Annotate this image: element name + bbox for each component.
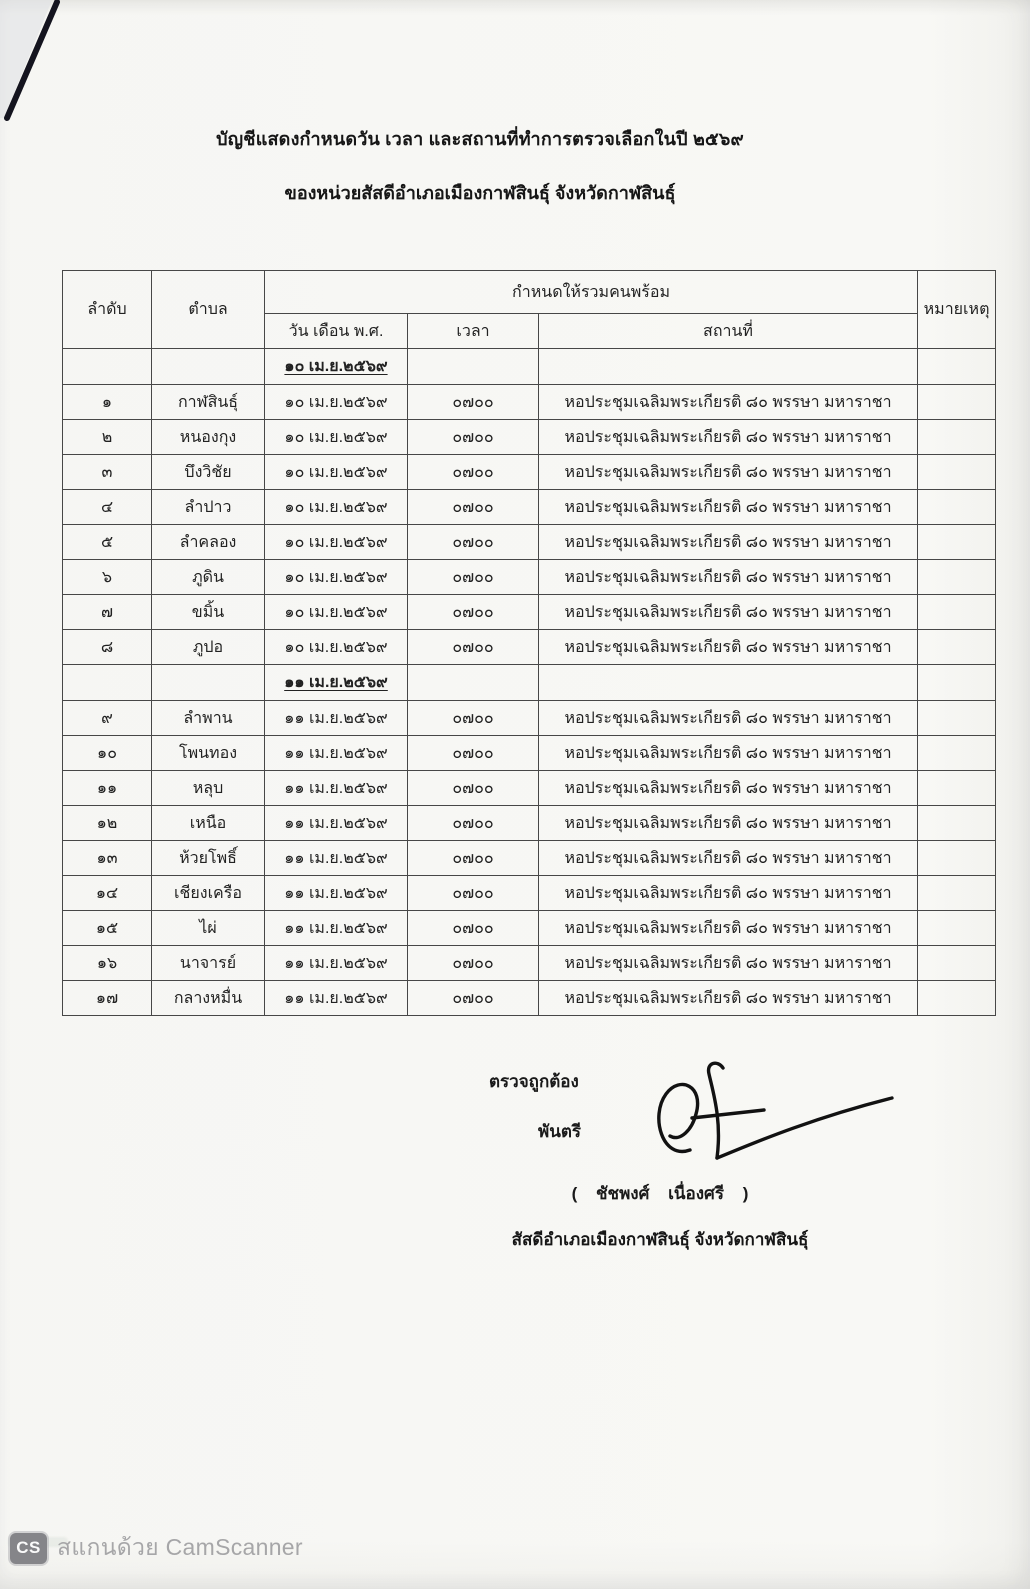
time-cell: ๐๗๐๐ <box>408 385 539 420</box>
subdistrict-cell: ภูดิน <box>152 560 265 595</box>
order-cell: ๒ <box>63 420 152 455</box>
remark-cell <box>918 385 996 420</box>
col-header-remarks: หมายเหตุ <box>918 271 996 349</box>
remark-cell <box>918 911 996 946</box>
time-cell: ๐๗๐๐ <box>408 560 539 595</box>
empty-cell <box>918 349 996 385</box>
empty-cell <box>408 349 539 385</box>
camscanner-watermark <box>10 1530 303 1566</box>
date-cell: ๑๐ เม.ย.๒๕๖๙ <box>265 385 408 420</box>
table-row <box>63 630 996 665</box>
empty-cell <box>539 665 918 701</box>
remark-cell <box>918 420 996 455</box>
camscanner-watermark-text: สแกนด้วย CamScanner <box>57 1534 303 1560</box>
place-cell: หอประชุมเฉลิมพระเกียรติ ๘๐ พรรษา มหาราชา <box>539 736 918 771</box>
table-header-row-1 <box>63 271 996 314</box>
place-cell: หอประชุมเฉลิมพระเกียรติ ๘๐ พรรษา มหาราชา <box>539 876 918 911</box>
empty-cell <box>408 665 539 701</box>
table-row <box>63 806 996 841</box>
subdistrict-cell: โพนทอง <box>152 736 265 771</box>
table-row <box>63 595 996 630</box>
empty-cell <box>63 349 152 385</box>
col-header-assembly: กำหนดให้รวมคนพร้อม <box>265 271 918 314</box>
verified-correct-label: ตรวจถูกต้อง <box>489 1072 579 1091</box>
table-row <box>63 560 996 595</box>
table-row <box>63 876 996 911</box>
place-cell: หอประชุมเฉลิมพระเกียรติ ๘๐ พรรษา มหาราชา <box>539 981 918 1016</box>
schedule-table-body <box>63 349 996 1016</box>
order-cell: ๑๔ <box>63 876 152 911</box>
time-cell: ๐๗๐๐ <box>408 946 539 981</box>
time-cell: ๐๗๐๐ <box>408 490 539 525</box>
group-date-cell: ๑๐ เม.ย.๒๕๖๙ <box>265 349 408 385</box>
place-cell: หอประชุมเฉลิมพระเกียรติ ๘๐ พรรษา มหาราชา <box>539 595 918 630</box>
place-cell: หอประชุมเฉลิมพระเกียรติ ๘๐ พรรษา มหาราชา <box>539 911 918 946</box>
place-cell: หอประชุมเฉลิมพระเกียรติ ๘๐ พรรษา มหาราชา <box>539 701 918 736</box>
table-row <box>63 981 996 1016</box>
date-cell: ๑๐ เม.ย.๒๕๖๙ <box>265 455 408 490</box>
date-cell: ๑๑ เม.ย.๒๕๖๙ <box>265 771 408 806</box>
remark-cell <box>918 455 996 490</box>
time-cell: ๐๗๐๐ <box>408 630 539 665</box>
empty-cell <box>63 665 152 701</box>
date-cell: ๑๐ เม.ย.๒๕๖๙ <box>265 420 408 455</box>
subdistrict-cell: เชียงเครือ <box>152 876 265 911</box>
signer-name: ( ชัชพงศ์ เนื่องศรี ) <box>571 1184 749 1203</box>
date-cell: ๑๑ เม.ย.๒๕๖๙ <box>265 911 408 946</box>
table-row <box>63 455 996 490</box>
remark-cell <box>918 701 996 736</box>
document-subtitle: ของหน่วยสัสดีอำเภอเมืองกาฬสินธุ์ จังหวัดกาฬสินธุ์ <box>284 183 676 203</box>
schedule-table <box>62 270 996 1016</box>
signer-rank-label: พันตรี <box>538 1122 581 1141</box>
empty-cell <box>152 665 265 701</box>
date-cell: ๑๑ เม.ย.๒๕๖๙ <box>265 876 408 911</box>
place-cell: หอประชุมเฉลิมพระเกียรติ ๘๐ พรรษา มหาราชา <box>539 560 918 595</box>
place-cell: หอประชุมเฉลิมพระเกียรติ ๘๐ พรรษา มหาราชา <box>539 455 918 490</box>
signer-position: สัสดีอำเภอเมืองกาฬสินธุ์ จังหวัดกาฬสินธุ์ <box>511 1230 809 1249</box>
date-cell: ๑๑ เม.ย.๒๕๖๙ <box>265 841 408 876</box>
remark-cell <box>918 876 996 911</box>
time-cell: ๐๗๐๐ <box>408 911 539 946</box>
date-group-row <box>63 665 996 701</box>
remark-cell <box>918 841 996 876</box>
place-cell: หอประชุมเฉลิมพระเกียรติ ๘๐ พรรษา มหาราชา <box>539 490 918 525</box>
date-cell: ๑๐ เม.ย.๒๕๖๙ <box>265 595 408 630</box>
table-row <box>63 911 996 946</box>
scan-corner-artifact <box>0 0 130 140</box>
table-row <box>63 385 996 420</box>
table-row <box>63 701 996 736</box>
table-row <box>63 420 996 455</box>
remark-cell <box>918 490 996 525</box>
empty-cell <box>918 665 996 701</box>
remark-cell <box>918 630 996 665</box>
subdistrict-cell: ภูปอ <box>152 630 265 665</box>
order-cell: ๑๖ <box>63 946 152 981</box>
time-cell: ๐๗๐๐ <box>408 876 539 911</box>
subdistrict-cell: หนองกุง <box>152 420 265 455</box>
remark-cell <box>918 806 996 841</box>
subdistrict-cell: กาฬสินธุ์ <box>152 385 265 420</box>
table-row <box>63 946 996 981</box>
date-cell: ๑๑ เม.ย.๒๕๖๙ <box>265 736 408 771</box>
remark-cell <box>918 981 996 1016</box>
remark-cell <box>918 946 996 981</box>
camscanner-logo-icon: CS <box>10 1533 47 1564</box>
col-header-date: วัน เดือน พ.ศ. <box>265 314 408 349</box>
document-title: บัญชีแสดงกำหนดวัน เวลา และสถานที่ทำการตรวจเลือกในปี ๒๕๖๙ <box>216 129 744 149</box>
order-cell: ๑๒ <box>63 806 152 841</box>
order-cell: ๑๐ <box>63 736 152 771</box>
place-cell: หอประชุมเฉลิมพระเกียรติ ๘๐ พรรษา มหาราชา <box>539 771 918 806</box>
time-cell: ๐๗๐๐ <box>408 981 539 1016</box>
time-cell: ๐๗๐๐ <box>408 806 539 841</box>
date-cell: ๑๑ เม.ย.๒๕๖๙ <box>265 946 408 981</box>
table-row <box>63 736 996 771</box>
place-cell: หอประชุมเฉลิมพระเกียรติ ๘๐ พรรษา มหาราชา <box>539 630 918 665</box>
time-cell: ๐๗๐๐ <box>408 595 539 630</box>
time-cell: ๐๗๐๐ <box>408 771 539 806</box>
order-cell: ๕ <box>63 525 152 560</box>
subdistrict-cell: ไผ่ <box>152 911 265 946</box>
remark-cell <box>918 736 996 771</box>
subdistrict-cell: ลำพาน <box>152 701 265 736</box>
empty-cell <box>152 349 265 385</box>
handwritten-signature <box>580 1050 910 1180</box>
table-row <box>63 841 996 876</box>
order-cell: ๘ <box>63 630 152 665</box>
place-cell: หอประชุมเฉลิมพระเกียรติ ๘๐ พรรษา มหาราชา <box>539 841 918 876</box>
date-cell: ๑๑ เม.ย.๒๕๖๙ <box>265 806 408 841</box>
col-header-place: สถานที่ <box>539 314 918 349</box>
group-date-cell: ๑๑ เม.ย.๒๕๖๙ <box>265 665 408 701</box>
order-cell: ๑ <box>63 385 152 420</box>
remark-cell <box>918 771 996 806</box>
place-cell: หอประชุมเฉลิมพระเกียรติ ๘๐ พรรษา มหาราชา <box>539 806 918 841</box>
order-cell: ๑๕ <box>63 911 152 946</box>
order-cell: ๓ <box>63 455 152 490</box>
subdistrict-cell: ลำคลอง <box>152 525 265 560</box>
remark-cell <box>918 595 996 630</box>
place-cell: หอประชุมเฉลิมพระเกียรติ ๘๐ พรรษา มหาราชา <box>539 946 918 981</box>
subdistrict-cell: กลางหมื่น <box>152 981 265 1016</box>
table-row <box>63 490 996 525</box>
subdistrict-cell: หลุบ <box>152 771 265 806</box>
table-row <box>63 771 996 806</box>
col-header-time: เวลา <box>408 314 539 349</box>
date-cell: ๑๑ เม.ย.๒๕๖๙ <box>265 701 408 736</box>
col-header-order: ลำดับ <box>63 271 152 349</box>
date-group-row <box>63 349 996 385</box>
subdistrict-cell: เหนือ <box>152 806 265 841</box>
place-cell: หอประชุมเฉลิมพระเกียรติ ๘๐ พรรษา มหาราชา <box>539 385 918 420</box>
date-cell: ๑๑ เม.ย.๒๕๖๙ <box>265 981 408 1016</box>
remark-cell <box>918 560 996 595</box>
place-cell: หอประชุมเฉลิมพระเกียรติ ๘๐ พรรษา มหาราชา <box>539 525 918 560</box>
date-cell: ๑๐ เม.ย.๒๕๖๙ <box>265 525 408 560</box>
subdistrict-cell: ลำปาว <box>152 490 265 525</box>
subdistrict-cell: บึงวิชัย <box>152 455 265 490</box>
table-row <box>63 525 996 560</box>
time-cell: ๐๗๐๐ <box>408 420 539 455</box>
place-cell: หอประชุมเฉลิมพระเกียรติ ๘๐ พรรษา มหาราชา <box>539 420 918 455</box>
time-cell: ๐๗๐๐ <box>408 701 539 736</box>
order-cell: ๔ <box>63 490 152 525</box>
order-cell: ๑๗ <box>63 981 152 1016</box>
order-cell: ๑๑ <box>63 771 152 806</box>
subdistrict-cell: ขมิ้น <box>152 595 265 630</box>
time-cell: ๐๗๐๐ <box>408 841 539 876</box>
time-cell: ๐๗๐๐ <box>408 736 539 771</box>
date-cell: ๑๐ เม.ย.๒๕๖๙ <box>265 490 408 525</box>
order-cell: ๑๓ <box>63 841 152 876</box>
subdistrict-cell: ห้วยโพธิ์ <box>152 841 265 876</box>
time-cell: ๐๗๐๐ <box>408 525 539 560</box>
time-cell: ๐๗๐๐ <box>408 455 539 490</box>
date-cell: ๑๐ เม.ย.๒๕๖๙ <box>265 560 408 595</box>
order-cell: ๙ <box>63 701 152 736</box>
col-header-subdistrict: ตำบล <box>152 271 265 349</box>
subdistrict-cell: นาจารย์ <box>152 946 265 981</box>
remark-cell <box>918 525 996 560</box>
order-cell: ๗ <box>63 595 152 630</box>
order-cell: ๖ <box>63 560 152 595</box>
date-cell: ๑๐ เม.ย.๒๕๖๙ <box>265 630 408 665</box>
empty-cell <box>539 349 918 385</box>
